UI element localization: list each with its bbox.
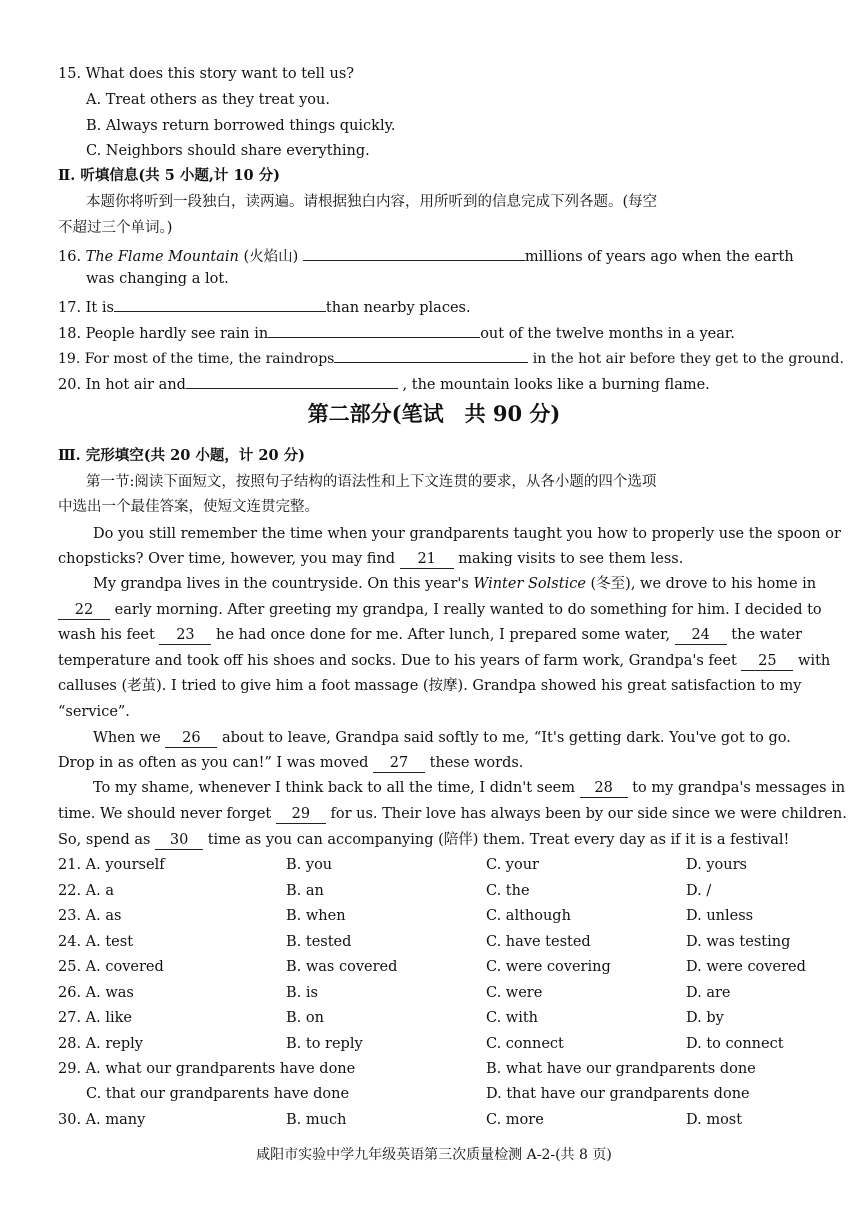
q20-post: , the mountain looks like a burning flame. [402,377,710,393]
option-22a[interactable]: 22. A. a [58,883,115,899]
option-25a[interactable]: 25. A. covered [58,959,164,975]
option-30d[interactable]: D. most [686,1112,743,1128]
p3b-post: these words. [429,755,524,771]
blank-28[interactable]: 28 [580,780,628,798]
passage-line-5 [58,625,868,645]
option-21d[interactable]: D. yours [686,857,747,873]
q17-pre: 17. It is [58,300,114,316]
option-29c[interactable]: C. that our grandparents have done [86,1086,350,1102]
q16-cn: (火焰山) [238,249,299,265]
option-25d[interactable]: D. were covered [686,959,806,975]
p4a-pre: To my shame, whenever I think back to all the time, I didn't seem [93,780,576,796]
option-22c[interactable]: C. the [486,883,530,899]
question-18 [58,320,868,344]
option-23d[interactable]: D. unless [686,908,754,924]
section-3-instructions-1: 第一节:阅读下面短文，按照句子结构的语法性和上下文连贯的要求，从各小题的四个选项 [86,474,657,490]
answer-blank-19[interactable] [334,345,528,363]
part-2-title: 第二部分(笔试 共 90 分) [307,401,561,426]
passage-line-13 [58,830,868,850]
section-3-instructions-2: 中选出一个最佳答案，使短文连贯完整。 [58,499,319,515]
option-30b[interactable]: B. much [286,1112,347,1128]
option-26b[interactable]: B. is [286,985,318,1001]
q18-pre: 18. People hardly see rain in [58,326,269,342]
option-28c[interactable]: C. connect [486,1036,564,1052]
page-footer: 咸阳市实验中学九年级英语第三次质量检测 A-2-(共 8 页) [256,1147,612,1163]
blank-24[interactable]: 24 [675,627,727,645]
p3a-pre: When we [93,730,161,746]
option-30a[interactable]: 30. A. many [58,1112,146,1128]
answer-blank-20[interactable] [186,371,398,389]
option-26a[interactable]: 26. A. was [58,985,134,1001]
p2c-post: the water [731,627,803,643]
p4c-pre: So, spend as [58,832,151,848]
p2b-post: early morning. After greeting my grandpa, I really wanted to do something for him. I decided to [114,602,822,618]
option-29d[interactable]: D. that have our grandparents done [486,1086,750,1102]
blank-23[interactable]: 23 [159,627,211,645]
option-22b[interactable]: B. an [286,883,324,899]
blank-27[interactable]: 27 [373,755,425,773]
p3a-post: about to leave, Grandpa said softly to me, “It's getting dark. You've got to go. [221,730,791,746]
blank-29[interactable]: 29 [276,806,326,824]
option-24b[interactable]: B. tested [286,934,352,950]
answer-blank-18[interactable] [268,320,480,338]
section-3-heading: Ⅲ. 完形填空(共 20 小题，计 20 分) [58,447,306,464]
option-27c[interactable]: C. with [486,1010,539,1026]
passage-line-10 [58,753,868,773]
option-30c[interactable]: C. more [486,1112,544,1128]
option-26d[interactable]: D. are [686,985,731,1001]
passage-line-3 [93,574,868,594]
answer-blank-17[interactable] [114,294,326,312]
option-27a[interactable]: 27. A. like [58,1010,133,1026]
p3b-pre: Drop in as often as you can!” I was moved [58,755,369,771]
p2c-mid: he had once done for me. After lunch, I prepared some water, [216,627,671,643]
p4b-pre: time. We should never forget [58,806,272,822]
option-15c: C. Neighbors should share everything. [86,143,370,159]
option-28a[interactable]: 28. A. reply [58,1036,143,1052]
passage-line-9 [93,728,868,748]
blank-25[interactable]: 25 [741,653,793,671]
passage-line-7: calluses (老茧). I tried to give him a foot massage (按摩). Grandpa showed his great satisfaction to my [58,678,802,694]
q19-pre: 19. For most of the time, the raindrops [58,351,335,367]
passage-line-12 [58,804,868,824]
option-21c[interactable]: C. your [486,857,539,873]
option-29a[interactable]: 29. A. what our grandparents have done [58,1061,356,1077]
section-2-instructions-2: 不超过三个单词。) [58,220,173,236]
p4a-post: to my grandpa's messages in [632,780,846,796]
p2c-pre: wash his feet [58,627,155,643]
q16-after: millions of years ago when the earth [524,249,794,265]
option-21b[interactable]: B. you [286,857,333,873]
option-21a[interactable]: 21. A. yourself [58,857,165,873]
option-23a[interactable]: 23. A. as [58,908,122,924]
q18-post: out of the twelve months in a year. [480,326,735,342]
option-15b: B. Always return borrowed things quickly. [86,118,396,134]
q17-post: than nearby places. [325,300,471,316]
option-22d[interactable]: D. / [686,883,712,899]
option-24a[interactable]: 24. A. test [58,934,134,950]
blank-30[interactable]: 30 [155,832,203,850]
question-16 [58,243,868,267]
answer-blank-16[interactable] [303,243,525,261]
blank-22[interactable]: 22 [58,602,110,620]
question-15: 15. What does this story want to tell us? [58,66,355,82]
blank-21[interactable]: 21 [400,551,454,569]
option-27d[interactable]: D. by [686,1010,724,1026]
passage-line-6 [58,651,868,671]
p1b-pre: chopsticks? Over time, however, you may find [58,551,396,567]
passage-line-4 [58,600,868,620]
q20-pre: 20. In hot air and [58,377,186,393]
option-23b[interactable]: B. when [286,908,346,924]
p2d-pre: temperature and took off his shoes and socks. Due to his years of farm work, Grandpa's feet [58,653,737,669]
section-2-instructions-1: 本题你将听到一段独白，读两遍。请根据独白内容，用所听到的信息完成下列各题。(每空 [86,194,658,210]
option-25b[interactable]: B. was covered [286,959,398,975]
question-19 [58,345,868,369]
option-26c[interactable]: C. were [486,985,543,1001]
passage-line-2 [58,549,868,569]
passage-line-8: “service”. [58,704,130,720]
q16-title: The Flame Mountain [85,249,239,265]
passage-line-1: Do you still remember the time when your grandparents taught you how to properly use the spoon or [93,526,841,542]
option-28b[interactable]: B. to reply [286,1036,363,1052]
option-15a: A. Treat others as they treat you. [86,92,330,108]
option-23c[interactable]: C. although [486,908,571,924]
section-2-heading: Ⅱ. 听填信息(共 5 小题,计 10 分) [58,167,281,184]
q19-post: in the hot air before they get to the ground. [532,351,844,367]
option-24c[interactable]: C. have tested [486,934,591,950]
q16-number: 16. [58,249,86,265]
p2a-italic: Winter Solstice [473,576,586,592]
p2a-pre: My grandpa lives in the countryside. On this year's [93,576,474,592]
option-29b[interactable]: B. what have our grandparents done [486,1061,756,1077]
option-28d[interactable]: D. to connect [686,1036,784,1052]
p2d-post: with [798,653,831,669]
option-24d[interactable]: D. was testing [686,934,791,950]
question-20 [58,371,868,395]
p2a-post: (冬至), we drove to his home in [585,576,817,592]
question-17 [58,294,868,318]
p1b-post: making visits to see them less. [458,551,684,567]
blank-26[interactable]: 26 [165,730,217,748]
p4b-post: for us. Their love has always been by our side since we were children. [330,806,847,822]
question-16-cont: was changing a lot. [86,271,229,287]
option-27b[interactable]: B. on [286,1010,324,1026]
passage-line-11 [93,778,868,798]
p4c-post: time as you can accompanying (陪伴) them. Treat every day as if it is a festival! [207,832,790,848]
option-25c[interactable]: C. were covering [486,959,611,975]
